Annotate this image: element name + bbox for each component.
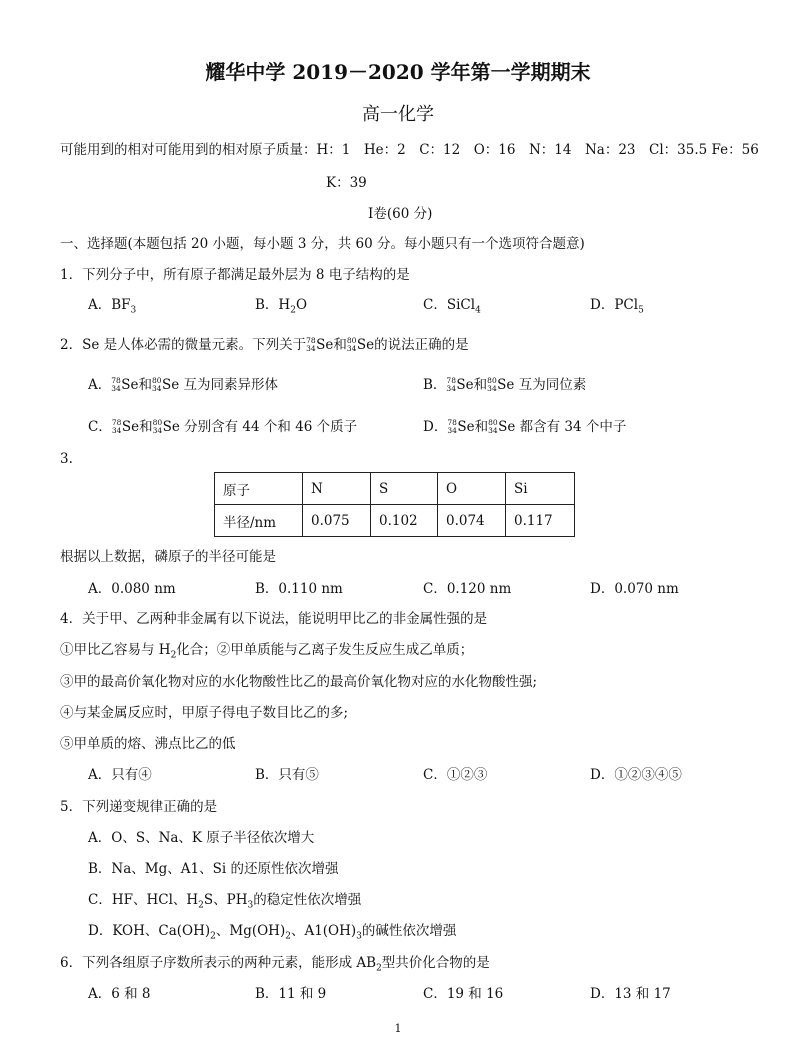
q6-option-b: B．11 和 9: [255, 986, 327, 1002]
question-3-stem: 根据以上数据，磷原子的半径可能是: [60, 549, 276, 565]
q4-option-a: A．只有④: [88, 767, 152, 783]
table-header-row: [215, 473, 575, 505]
table-cell: S: [371, 473, 438, 505]
q4-option-c: C．①②③: [423, 767, 488, 783]
exam-subject: 高一化学: [362, 104, 434, 125]
q1-option-d: D．PCl$_5$: [590, 297, 644, 316]
table-cell: O: [438, 473, 506, 505]
section-heading: 一、选择题(本题包括 20 小题，每小题 3 分，共 60 分。每小题只有一个选项符合题意): [60, 236, 585, 252]
q1-option-a: A．$BF_3$: [88, 297, 137, 316]
q2-option-d: D． 78 34 Se和 80 34 Se 都含有 34 个中子: [423, 417, 627, 435]
q3-option-b: B．0.110 nm: [255, 581, 343, 597]
page-number: 1: [394, 1022, 402, 1035]
volume-heading: Ⅰ卷(60 分): [368, 206, 433, 222]
question-1-stem: 1．下列分子中，所有原子都满足最外层为 8 电子结构的是: [60, 267, 410, 283]
q3-option-a: A．0.080 nm: [88, 581, 176, 597]
table-cell: 0.102: [371, 505, 438, 537]
q1-option-c: C．SiCl$_4$: [423, 297, 481, 316]
q1-option-b: B．$H_2O$: [255, 297, 308, 316]
question-6-stem: 6．下列各组原子序数所表示的两种元素，能形成 $AB_2$型共价化合物的是: [60, 955, 490, 974]
q6-option-a: A．6 和 8: [88, 986, 151, 1002]
q5-option-b: B．Na、Mg、A1、Si 的还原性依次增强: [88, 861, 339, 877]
q6-option-c: C．19 和 16: [423, 986, 504, 1002]
q4-statement-5: ⑤甲单质的熔、沸点比乙的低: [60, 736, 236, 752]
question-2-stem: 2．Se 是人体必需的微量元素。下列关于 78 34 Se和 80 34 Se的说法正确的是: [60, 335, 469, 353]
q2-option-b: B． 78 34 Se和 80 34 Se 互为同位素: [423, 375, 587, 393]
table-cell: 0.075: [303, 505, 371, 537]
atomic-mass-line: 可能用到的相对可能用到的相对原子质量：H：1 He：2 C：12 O：16 N：14 Na：23 Cl：35.5 Fe：56: [60, 142, 759, 158]
atomic-radius-table: [214, 472, 575, 537]
q4-option-d: D．①②③④⑤: [590, 767, 682, 783]
table-cell: 0.074: [438, 505, 506, 537]
question-5-stem: 5．下列递变规律正确的是: [60, 799, 218, 815]
q3-option-d: D．0.070 nm: [590, 581, 679, 597]
table-cell: Si: [506, 473, 575, 505]
table-cell: 原子: [215, 473, 303, 505]
q5-option-c: C．HF、HCl、$H_2S$、$PH_3$的稳定性依次增强: [88, 892, 362, 911]
question-3-number: 3.: [60, 451, 73, 467]
q4-statement-3: ③甲的最高价氧化物对应的水化物酸性比乙的最高价氧化物对应的水化物酸性强;: [60, 674, 538, 690]
table-cell: 半径/nm: [215, 505, 303, 537]
q5-option-a: A．O、S、Na、K 原子半径依次增大: [88, 830, 315, 846]
table-cell: 0.117: [506, 505, 575, 537]
question-4-stem: 4．关于甲、乙两种非金属有以下说法，能说明甲比乙的非金属性强的是: [60, 611, 488, 627]
q3-option-c: C．0.120 nm: [423, 581, 512, 597]
q4-option-b: B．只有⑤: [255, 767, 319, 783]
q6-option-d: D．13 和 17: [590, 986, 671, 1002]
table-cell: N: [303, 473, 371, 505]
q4-statement-4: ④与某金属反应时，甲原子得电子数目比乙的多;: [60, 705, 349, 721]
q4-statement-1-2: ①甲比乙容易与 $H_2$化合；②甲单质能与乙离子发生反应生成乙单质；: [60, 642, 474, 661]
table-row: [215, 505, 575, 537]
atomic-mass-line-2: K：39: [326, 175, 367, 191]
q2-option-c: C． 78 34 Se和 80 34 Se 分别含有 44 个和 46 个质子: [88, 417, 358, 435]
exam-title: 耀华中学 2019－2020 学年第一学期期末: [205, 60, 591, 84]
q2-option-a: A． 78 34 Se和 80 34 Se 互为同素异形体: [88, 375, 279, 393]
q5-option-d: D．KOH、$Ca(OH)_2$、$Mg(OH)_2$、$A1(OH)_3$的碱性依次增强: [88, 923, 457, 942]
